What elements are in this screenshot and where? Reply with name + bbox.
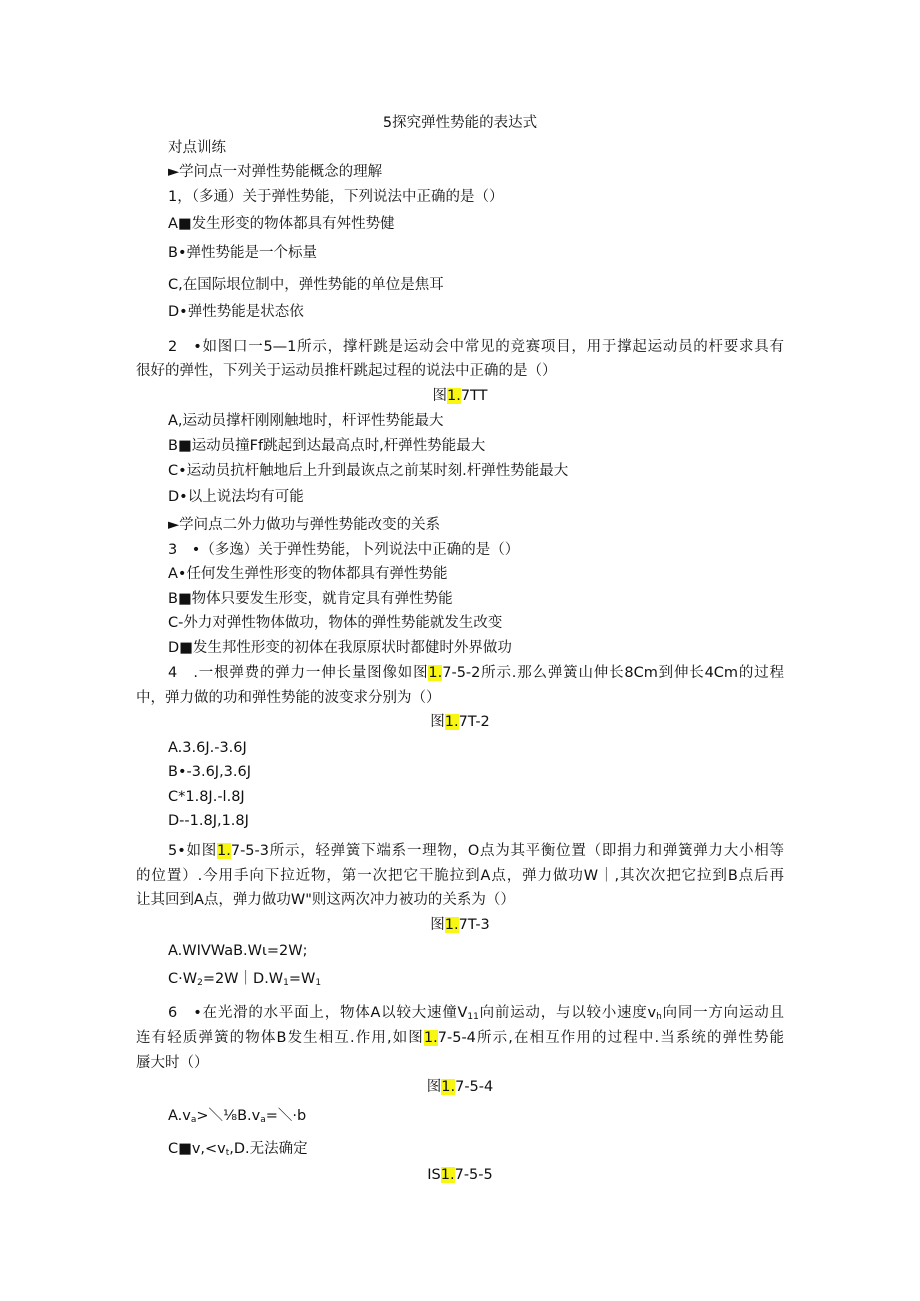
q3-option-c: C-外力对弹性物体做功，物体的弹性势能就发生改变 <box>168 615 503 631</box>
q6-stem-pre: 连有轻质弹簧的物体B发生相互.作用,如图 <box>136 1030 424 1046</box>
q5-stem-line2: 的位置）.今用手向下拉近物，第一次把它干脆拉到A点，弹力做功W｜,其次次把它拉到B点后再 <box>136 868 784 884</box>
q6-ab-part: >＼⅛B.v <box>196 1108 261 1124</box>
q6-cd-part: C■v,<v <box>168 1141 226 1157</box>
caption-highlight: 1. <box>446 388 461 404</box>
q5-cd-part: =W <box>288 971 316 987</box>
caption-prefix: 图 <box>430 917 445 933</box>
q6-options-ab <box>168 1106 306 1126</box>
q6-ab-part: =＼·b <box>265 1108 307 1124</box>
caption-suffix: 7TT <box>460 388 488 404</box>
page-title: 5探究弹性势能的表达式 <box>382 115 538 131</box>
q5-cd-part: =2W｜D.W <box>202 971 284 987</box>
q4-stem-pre: 4 .一根弹费的弹力一伸长量图像如图 <box>168 665 429 681</box>
q3-option-b: B■物体只要发生形变，就肯定具有弹性势能 <box>168 591 453 607</box>
q5-stem-pre: 5•如图 <box>168 843 217 859</box>
q6-cd-sub: t <box>225 1148 230 1158</box>
q5-stem-line1 <box>168 841 784 861</box>
q2-option-c: C•运动员抗杆触地后上升到最诙点之前某时刻.杆弹性势能最大 <box>168 463 569 479</box>
q2-stem-line2: 很好的弹性，下列关于运动员推杆跳起过程的说法中正确的是（） <box>136 363 557 379</box>
q5-options-cd <box>168 969 321 989</box>
caption-suffix: 7T-3 <box>458 917 490 933</box>
q2-option-d: D•以上说法均有可能 <box>168 489 304 505</box>
q4-stem-post: 7-5-2所示.那么弹簧山伸长8Cm到伸长4Cm的过程 <box>442 665 784 681</box>
knowledge-point-2: ►学问点二外力做功与弹性势能改变的关系 <box>168 517 441 533</box>
q4-option-b: B•-3.6J,3.6J <box>168 764 252 780</box>
q6-ab-sub: a <box>190 1115 197 1125</box>
caption-highlight: 1. <box>444 917 459 933</box>
q1-option-c: C,在国际垠位制中，弹性势能的单位是焦耳 <box>168 277 444 293</box>
q3-stem: 3 •（多逸）关于弹性势能，卜列说法中正确的是（） <box>168 542 520 558</box>
caption-suffix: 7T-2 <box>458 714 490 730</box>
q3-option-a: A•任何发生弹性形变的物体都具有弹性势能 <box>168 566 448 582</box>
q6-figure-caption <box>0 1077 920 1097</box>
q6-options-cd <box>168 1139 308 1159</box>
knowledge-point-1: ►学问点一对弹性势能概念的理解 <box>168 164 383 180</box>
q1-option-d: D•弹性势能是状态依 <box>168 304 304 320</box>
q5-cd-part: C·W <box>168 971 198 987</box>
q2-option-b: B■运动员撞Ff跳起到达最高点时,杆弹性势能最大 <box>168 438 486 454</box>
q5-stem-post: 7-5-3所示，轻弹簧下端系一理物，O点为其平衡位置（即捐力和弹簧弹力大小相等 <box>230 843 784 859</box>
q6-stem-part: 向前运动，与以较小速度v <box>478 1005 657 1021</box>
q5-figure-caption <box>0 915 920 935</box>
caption-highlight: 1. <box>444 714 459 730</box>
section-heading: 对点训练 <box>168 140 226 156</box>
q6-stem-post: 7-5-4所示,在相互作用的过程中.当系统的弹性势能 <box>437 1030 784 1046</box>
caption-prefix: 图 <box>432 388 447 404</box>
q6-stem-line1 <box>168 1003 784 1023</box>
q2-stem-line1: 2 •如图口一5—1所示，撑杆跳是运动会中常见的竞赛项目，用于撑起运动员的杆要求具有 <box>168 339 784 355</box>
q2-figure-caption <box>0 386 920 406</box>
q4-option-a: A.3.6J.-3.6J <box>168 740 247 756</box>
q4-stem-line1 <box>168 663 784 683</box>
q6-cd-part: ,D.无法确定 <box>229 1141 308 1157</box>
q4-figure-caption <box>0 712 920 732</box>
q6-stem-part: 向同一方向运动且 <box>661 1005 784 1021</box>
q6-stem-sub: 11 <box>467 1012 479 1022</box>
q2-option-a: A,运动员撑杆刚刚触地时，杆评性势能最大 <box>168 413 444 429</box>
q4-option-c: C*1.8J.-l.8J <box>168 789 245 805</box>
caption-highlight: 1. <box>440 1167 455 1183</box>
q6-stem-sub: h <box>656 1012 662 1022</box>
q4-stem-line2: 中，弹力做的功和弹性势能的波变求分别为（） <box>136 690 441 706</box>
q5-options-ab: A.WIVWaB.Wι=2W; <box>168 943 308 959</box>
q3-option-d: D■发生邦性形变的初体在我原原状时都健时外界做功 <box>168 640 512 656</box>
q5-stem-line3: 让其回到A点，弹力做功W"则这两次冲力被功的关系为（） <box>136 892 515 908</box>
q4-option-d: D--1.8J,1.8J <box>168 813 249 829</box>
caption-highlight: 1. <box>441 1079 456 1095</box>
caption-suffix: 7-5-5 <box>454 1167 493 1183</box>
q6-figure-caption-2 <box>0 1165 920 1185</box>
q5-cd-sub: 2 <box>197 978 203 988</box>
q5-cd-sub: 1 <box>283 978 289 988</box>
q6-ab-sub: a <box>260 1115 266 1125</box>
caption-prefix: 图 <box>426 1079 442 1095</box>
q6-stem-line2 <box>136 1028 784 1048</box>
q6-ab-part: A.v <box>168 1108 191 1124</box>
q6-stem-highlight: 1. <box>423 1030 438 1046</box>
q4-stem-highlight: 1. <box>428 665 443 681</box>
q6-stem-line3: 蜃大时（） <box>136 1055 209 1071</box>
q1-option-a: A■发生形变的物体都具有舛性势健 <box>168 216 395 232</box>
q1-stem: 1，（多通）关于弹性势能，下列说法中正确的是（） <box>168 189 504 205</box>
caption-prefix: IS <box>427 1167 441 1183</box>
q6-stem-part: 6 •在光滑的水平面上，物体A以较大速僮V <box>168 1005 468 1021</box>
q5-cd-sub: 1 <box>315 978 322 988</box>
q1-option-b: B•弹性势能是一个标量 <box>168 245 317 261</box>
q5-stem-highlight: 1. <box>217 843 231 859</box>
caption-prefix: 图 <box>430 714 445 730</box>
caption-suffix: 7-5-4 <box>455 1079 494 1095</box>
